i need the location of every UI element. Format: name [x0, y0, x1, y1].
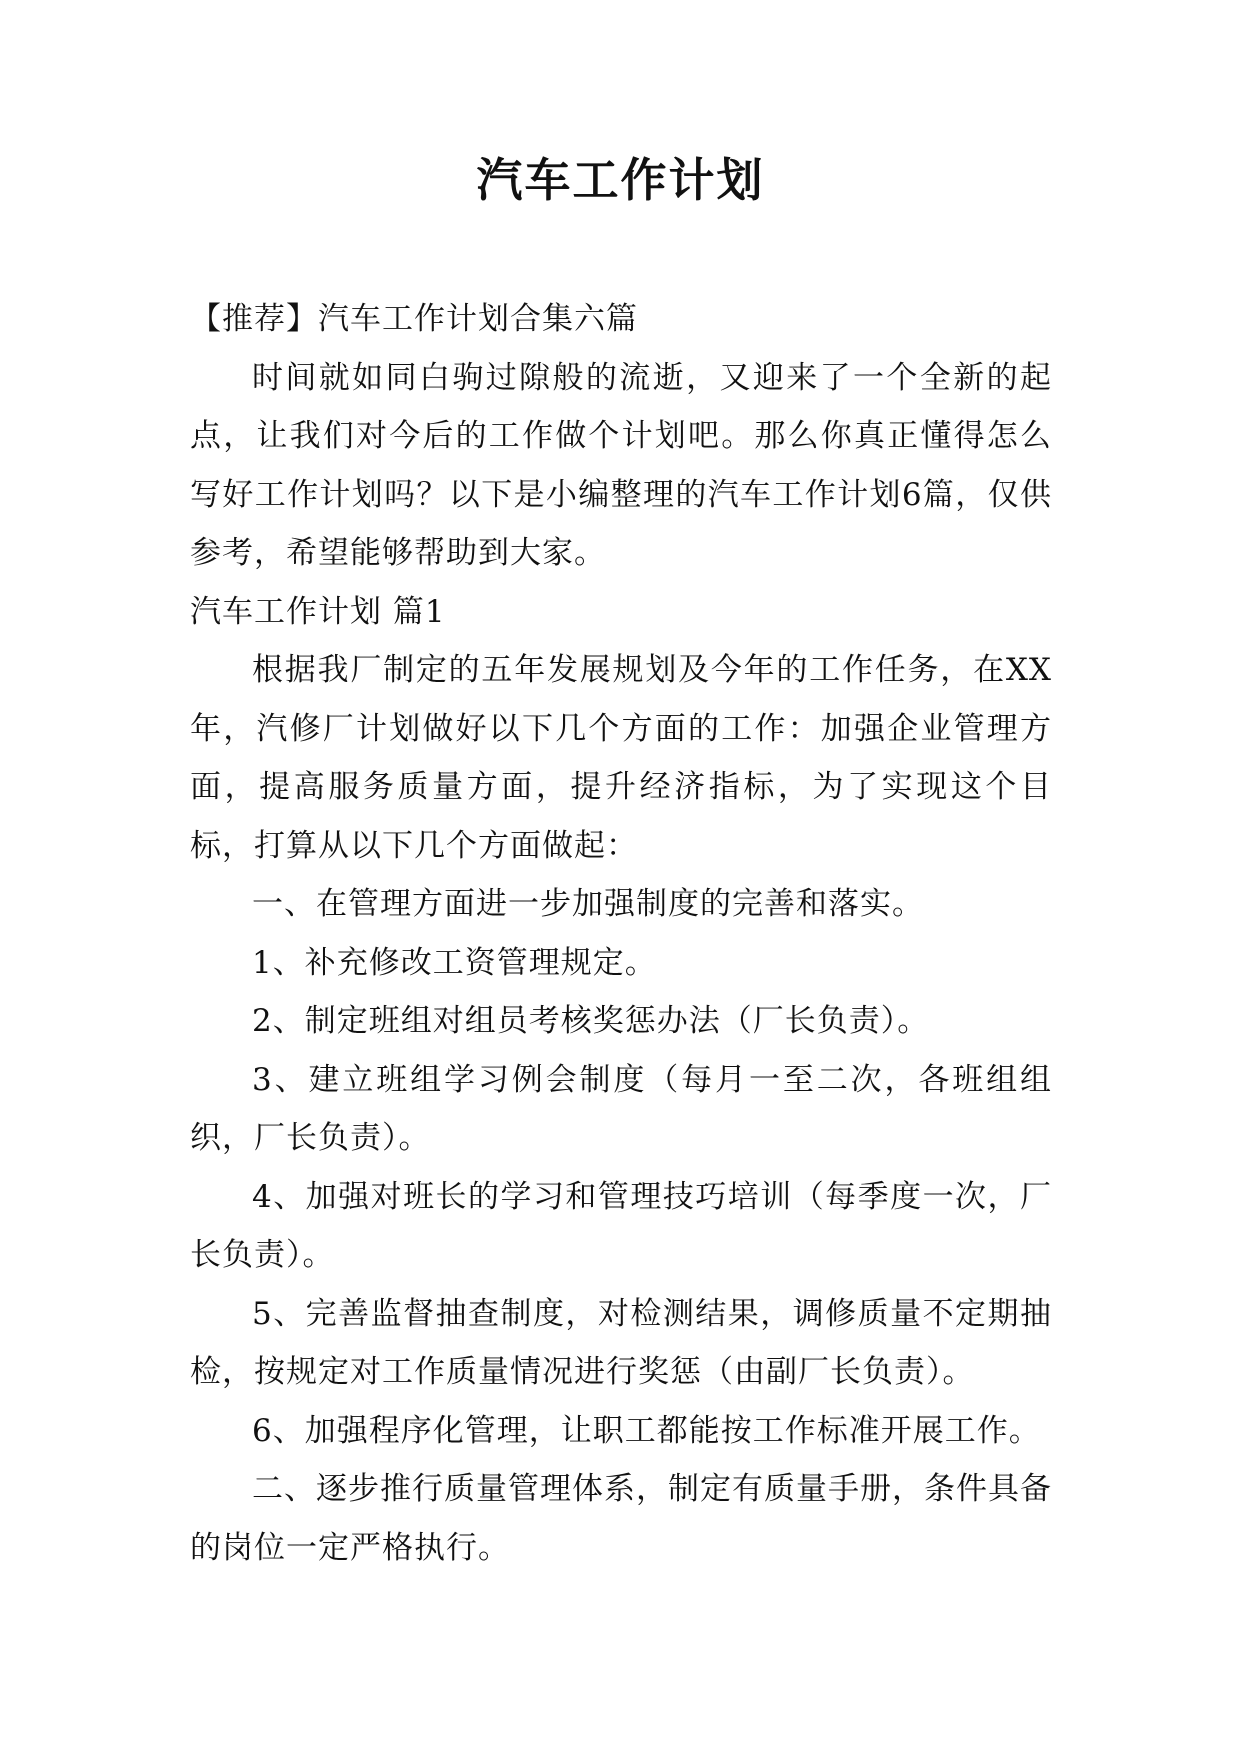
document-title: 汽车工作计划: [476, 153, 765, 207]
list-item: 6、加强程序化管理，让职工都能按工作标准开展工作。: [252, 1412, 1041, 1449]
intro-paragraph: 时间就如同白驹过隙般的流逝，又迎来了一个全新的起点，让我们对今后的工作做个计划吧。那么你真正懂得怎么写好工作计划吗？以下是小编整理的汽车工作计划6篇，仅供参考，希望能够帮助到大家。: [190, 359, 1052, 571]
list-item: 2、制定班组对组员考核奖惩办法（厂长负责）。: [252, 1003, 930, 1039]
section-heading: 汽车工作计划 篇1: [190, 593, 446, 630]
list-item: 4、加强对班长的学习和管理技巧培训（每季度一次，厂长负责）。: [190, 1178, 1052, 1273]
list-heading: 二、逐步推行质量管理体系，制定有质量手册，条件具备的岗位一定严格执行。: [190, 1471, 1052, 1566]
list-item: 1、补充修改工资管理规定。: [252, 944, 657, 981]
document-body: [190, 290, 1052, 1577]
list-heading: 一、在管理方面进一步加强制度的完善和落实。: [252, 886, 924, 922]
recommend-line: 【推荐】汽车工作计划合集六篇: [190, 301, 638, 337]
list-item: 3、建立班组学习例会制度（每月一至二次，各班组组织，厂长负责）。: [190, 1061, 1052, 1156]
body-paragraph: 根据我厂制定的五年发展规划及今年的工作任务，在XX年，汽修厂计划做好以下几个方面的工作：加强企业管理方面，提高服务质量方面，提升经济指标，为了实现这个目标，打算从以下几个方面做起：: [190, 652, 1052, 864]
list-item: 5、完善监督抽查制度，对检测结果，调修质量不定期抽检，按规定对工作质量情况进行奖惩（由副厂长负责）。: [190, 1295, 1052, 1390]
